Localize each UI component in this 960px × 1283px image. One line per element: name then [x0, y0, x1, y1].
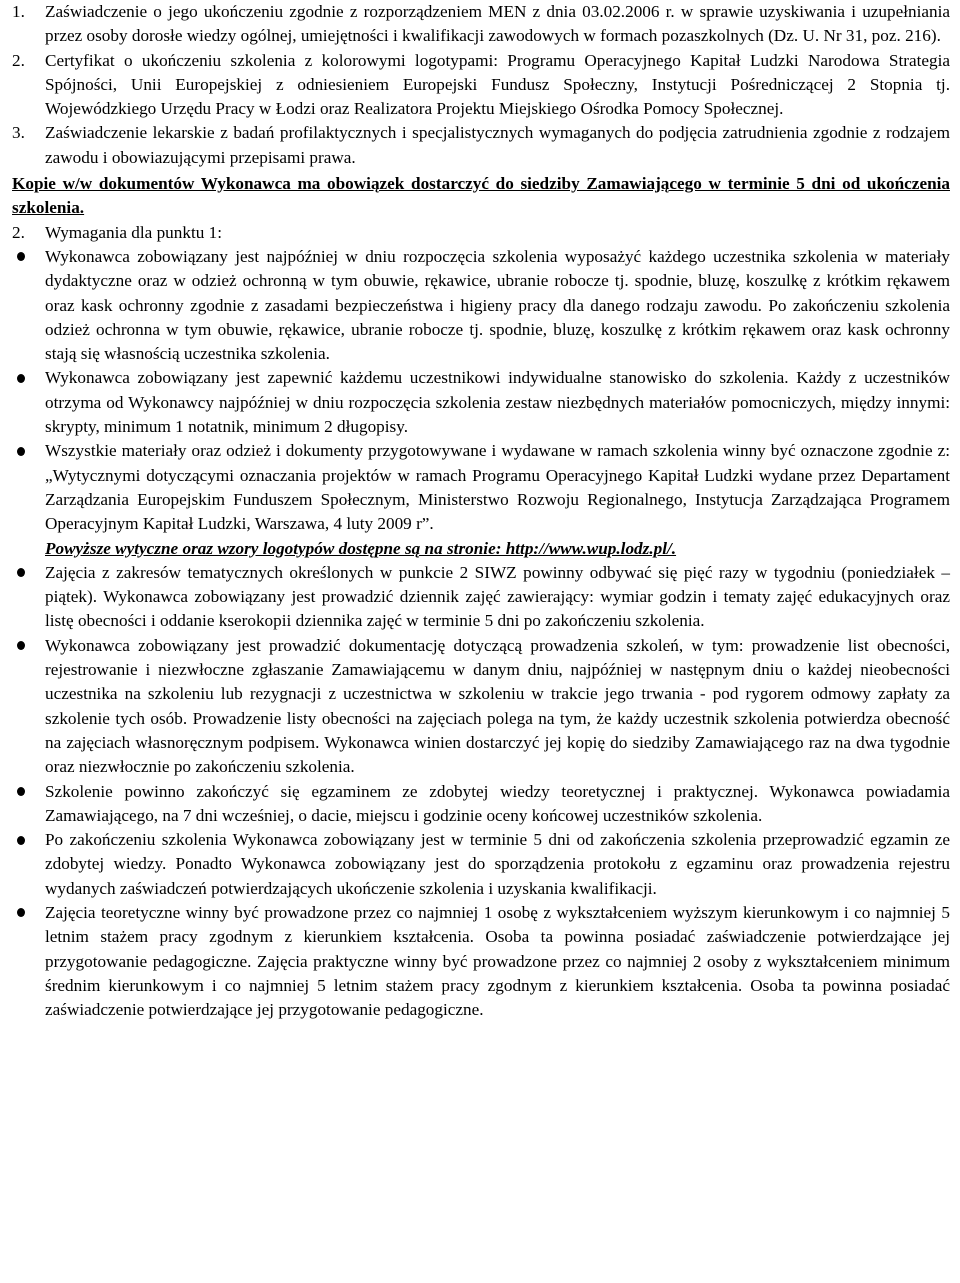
- item-text: Zaświadczenie lekarskie z badań profilaktycznych i specjalistycznych wymaganych do podjęcia zatrudnienia zgodnie z rodzajem zawodu i obowiazującymi przepisami prawa.: [45, 123, 950, 167]
- bullet-dot-icon: [17, 787, 25, 796]
- bullet-text: Wszystkie materiały oraz odzież i dokumenty przygotowywane i wydawane w ramach szkolenia winny być oznaczone zgodnie z: „Wytycznymi dotyczącymi oznaczania projektów w ramach Programu Operacyjnego Kapitał Ludzki wydane przez Departament Zarządzania Europejskim Funduszem Społecznym, Ministerstwo Rozwoju Regionalnego, Instytucja Zarządzająca Programem Operacyjnym Kapitał Ludzki, Warszawa, 4 luty 2009 r”.: [45, 441, 950, 534]
- bullet-dot-icon: [17, 908, 25, 917]
- bullet-item: [12, 366, 950, 439]
- list-item-2: [12, 49, 950, 122]
- item-number: 2.: [12, 50, 25, 70]
- bullet-dot-icon: [17, 252, 25, 261]
- bullet-text: Zajęcia z zakresów tematycznych określonych w punkcie 2 SIWZ powinny odbywać się pięć razy w tygodniu (poniedziałek – piątek). Wykonawca zobowiązany jest prowadzić dziennik zajęć zawierający: wymiar godzin i tematy zajęć edukacyjnych oraz listę obecności i oddanie kserokopii dziennika zajęć w terminie 5 dni po zakończeniu szkolenia.: [45, 562, 950, 631]
- bullet-dot-icon: [17, 836, 25, 845]
- section-title: Wymagania dla punktu 1:: [45, 222, 223, 242]
- requirements-list: [12, 245, 950, 1023]
- bullet-item: [12, 634, 950, 780]
- section-number: 2.: [12, 222, 25, 242]
- bullet-item: [12, 561, 950, 634]
- bullet-item: [12, 780, 950, 829]
- list-item-1: [12, 0, 950, 49]
- bullet-text: Po zakończeniu szkolenia Wykonawca zobowiązany jest w terminie 5 dni od zakończenia szkolenia przeprowadzić egzamin ze zdobytej wiedzy. Ponadto Wykonawca zobowiązany jest do sporządzenia protokołu z egzaminu oraz prowadzenia rejestru wydanych zaświadczeń potwierdzających ukończenie szkolenia i uzyskania kwalifikacji.: [45, 830, 950, 898]
- bullet-text: Wykonawca zobowiązany jest zapewnić każdemu uczestnikowi indywidualne stanowisko do szkolenia. Każdy z uczestników otrzyma od Wykonawcy najpóźniej w dniu rozpoczęcia szkolenia zestaw niezbędnych materiałów pomocniczych, między innymi: skrypty, minimum 1 notatnik, minimum 2 długopisy.: [45, 368, 950, 437]
- bullet-item: [12, 439, 950, 560]
- bullet-dot-icon: [17, 374, 25, 383]
- bullet-dot-icon: [17, 447, 25, 456]
- bullet-text: Szkolenie powinno zakończyć się egzaminem ze zdobytej wiedzy teoretycznej i praktycznej. Wykonawca powiadamia Zamawiającego, na 7 dni wcześniej, o dacie, miejscu i godzinie oceny końcowej uczestników szkolenia.: [45, 781, 950, 825]
- bullet-item: [12, 245, 950, 366]
- bullet-text: Zajęcia teoretyczne winny być prowadzone przez co najmniej 1 osobę z wykształceniem wyższym kierunkowym i co najmniej 5 letnim stażem pracy zgodnym z kierunkiem kształcenia. Osoba ta powinna posiadać zaświadczenie potwierdzające jej przygotowanie pedagogiczne. Zajęcia praktyczne winny być prowadzone przez co najmniej 2 osoby z wykształceniem minimum średnim kierunkowym i co najmniej 5 letnim stażem pracy zgodnym z kierunkiem kształcenia. Osoba ta powinna posiadać zaświadczenie potwierdzające jej przygotowanie pedagogiczne.: [45, 902, 950, 1020]
- item-text: Zaświadczenie o jego ukończeniu zgodnie z rozporządzeniem MEN z dnia 03.02.2006 r. w sprawie uzyskiwania i uzupełniania przez osoby dorosłe wiedzy ogólnej, umiejętności i kwalifikacji zawodowych w formach pozaszkolnych (Dz. U. Nr 31, poz. 216).: [45, 2, 950, 46]
- bullet-text: Wykonawca zobowiązany jest najpóźniej w dniu rozpoczęcia szkolenia wyposażyć każdego uczestnika szkolenia w materiały dydaktyczne oraz w odzież ochronną w tym obuwie, rękawice, ubranie robocze tj. spodnie, bluzę, koszulkę z krótkim rękawem oraz kask ochronny zgodnie z zasadami bezpieczeństwa i higieny pracy dla danego rodzaju zawodu. Po zakończeniu szkolenia odzież ochronna w tym obuwie, rękawice, ubranie robocze tj. spodnie, bluzę, koszulkę z krótkim rękawem oraz kask ochronny stają się własnością uczestnika szkolenia.: [45, 246, 950, 364]
- item-number: 1.: [12, 2, 25, 21]
- list-item-3: [12, 121, 950, 170]
- bullet-text: Wykonawca zobowiązany jest prowadzić dokumentację dotyczącą prowadzenia szkoleń, w tym: prowadzenie list obecności, rejestrowanie i niezwłoczne zgłaszanie Zamawiającemu w danym dniu, najpóźniej w następnym dniu o każdej nieobecności uczestnika na szkoleniu lub rezygnacji z uczestnictwa w szkoleniu w trakcie jego trwania - pod rygorem odmowy zapłaty za szkolenie tych osób. Prowadzenie listy obecności na zajęciach polega na tym, że każdy uczestnik szkolenia potwierdza obecność na zajęciach własnoręcznym podpisem. Wykonawca winien dostarczyć jej kopię do siedziby Zamawiającego raz na dwa tygodnie oraz niezwłocznie po zakończeniu szkolenia.: [45, 635, 950, 777]
- delivery-notice: Kopie w/w dokumentów Wykonawca ma obowiązek dostarczyć do siedziby Zamawiającego w terminie 5 dni od ukończenia szkolenia.: [12, 174, 950, 218]
- item-number: 3.: [12, 123, 25, 143]
- bullet-dot-icon: [17, 641, 25, 650]
- bullet-item: [12, 828, 950, 901]
- section-heading: [12, 221, 950, 245]
- item-text: Certyfikat o ukończeniu szkolenia z kolorowymi logotypami: Programu Operacyjnego Kapitał Ludzki Narodowa Strategia Spójności, Unii Europejskiej z odniesieniem Europejski Fundusz Społeczny, Instytucji Pośredniczącej 2 Stopnia tj. Wojewódzkiego Urzędu Pracy w Łodzi oraz Realizatora Projektu Miejskiego Ośrodka Pomocy Społecznej.: [45, 50, 950, 119]
- guidelines-link[interactable]: Powyższe wytyczne oraz wzory logotypów dostępne są na stronie: http://www.wup.lodz.pl/.: [45, 538, 677, 558]
- bullet-item: [12, 901, 950, 1022]
- bullet-dot-icon: [17, 568, 25, 577]
